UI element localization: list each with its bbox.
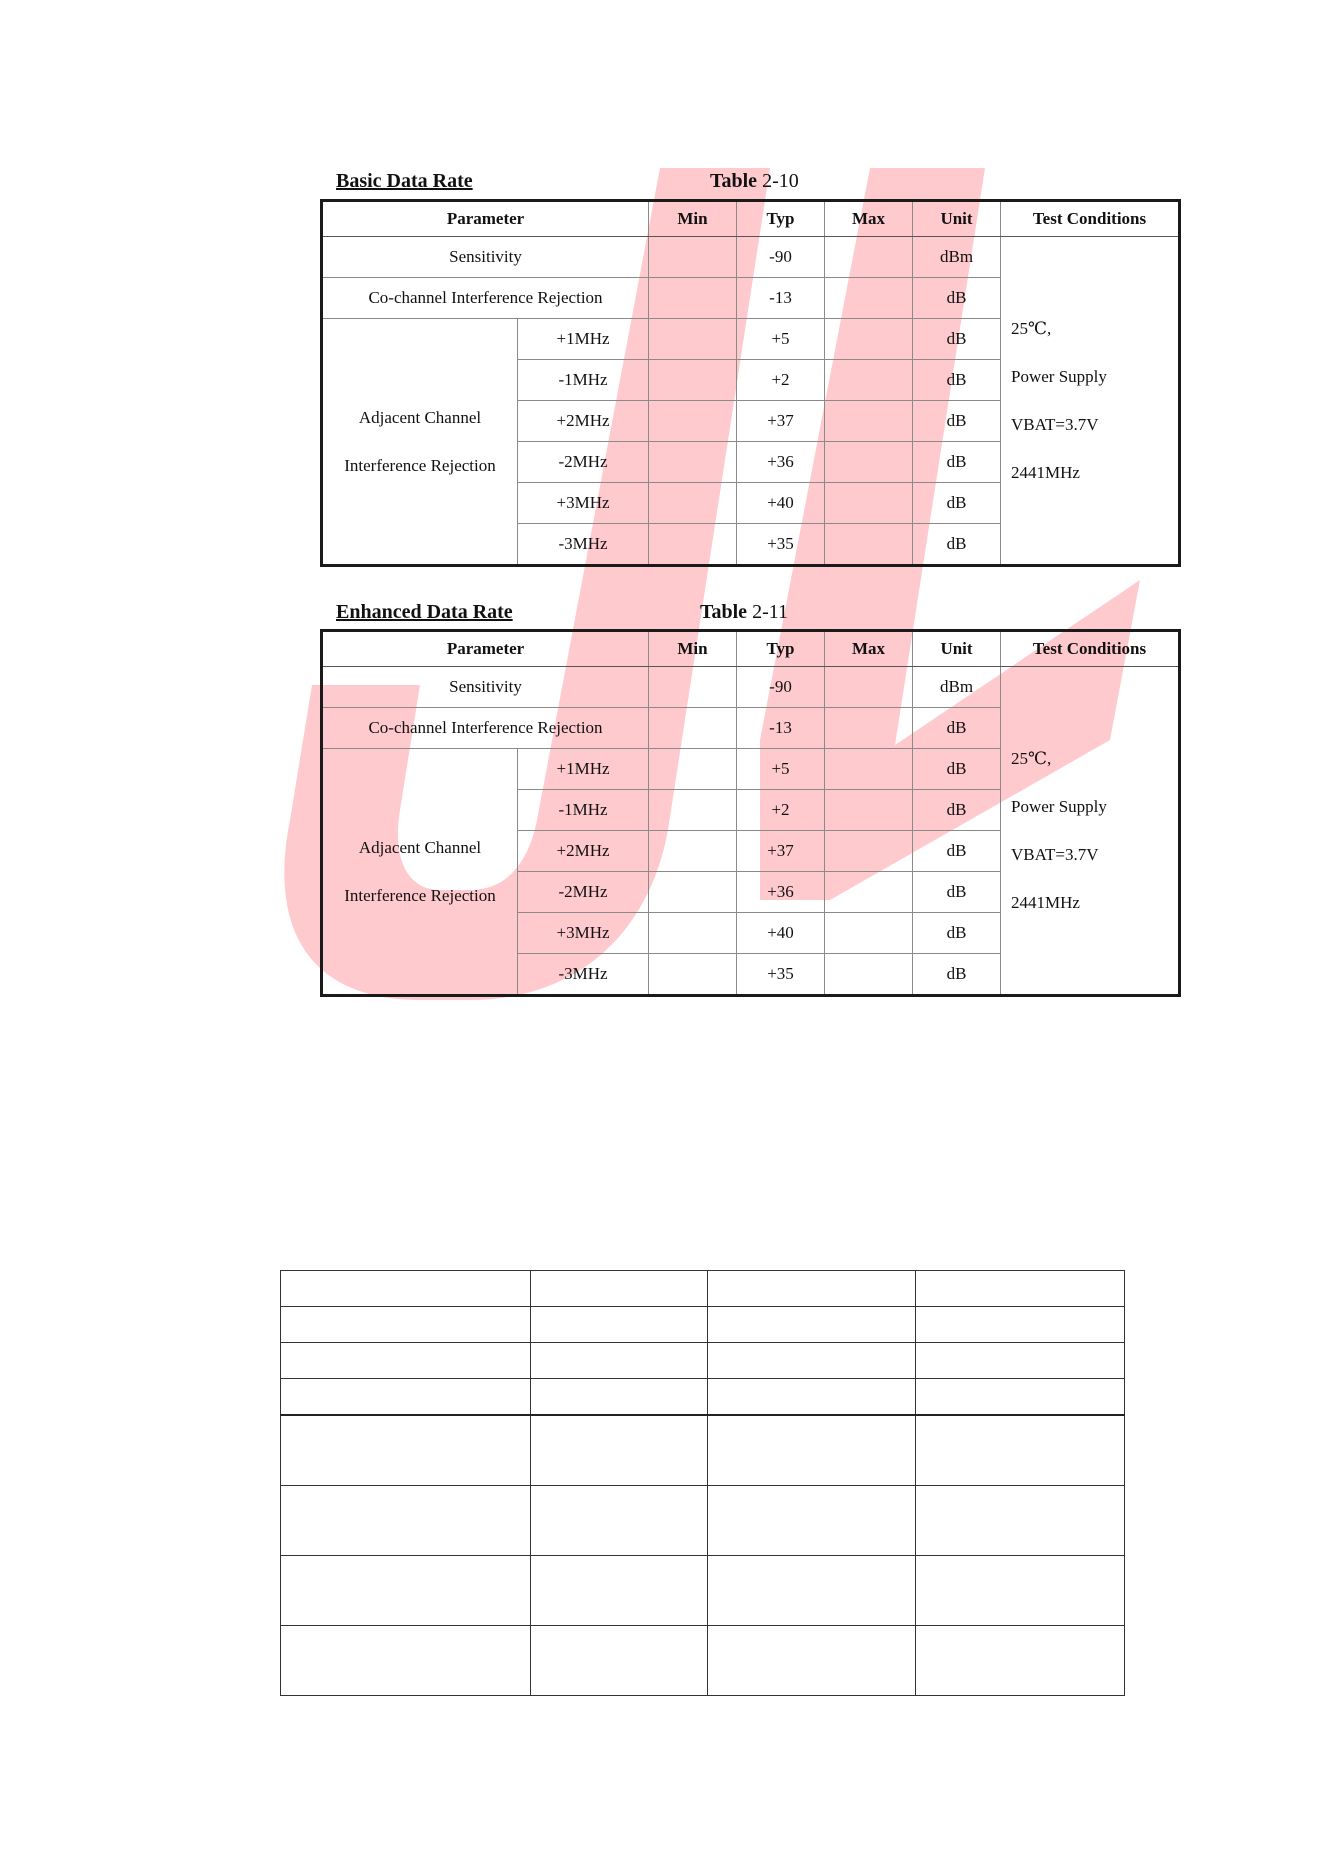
max-cell	[825, 524, 913, 566]
max-cell	[825, 278, 913, 319]
offset-cell: +2MHz	[518, 401, 649, 442]
typ-cell: -13	[737, 278, 825, 319]
max-cell	[825, 667, 913, 708]
max-cell	[825, 831, 913, 872]
adjacent-channel-label: Adjacent Channel Interference Rejection	[322, 319, 518, 566]
header-min: Min	[649, 631, 737, 667]
max-cell	[825, 790, 913, 831]
unit-cell: dB	[913, 790, 1001, 831]
max-cell	[825, 954, 913, 996]
min-cell	[649, 483, 737, 524]
typ-cell: -90	[737, 667, 825, 708]
min-cell	[649, 237, 737, 278]
typ-cell: +37	[737, 831, 825, 872]
typ-cell: +36	[737, 442, 825, 483]
table-number: Table 2-10	[710, 170, 799, 192]
table-row	[281, 1343, 1125, 1379]
offset-cell: -3MHz	[518, 524, 649, 566]
table-row	[322, 237, 1180, 278]
typ-cell: -13	[737, 708, 825, 749]
unit-cell: dB	[913, 319, 1001, 360]
typ-cell: +40	[737, 913, 825, 954]
header-test-conditions: Test Conditions	[1001, 631, 1180, 667]
header-row	[322, 201, 1180, 237]
offset-cell: +2MHz	[518, 831, 649, 872]
table-row	[322, 667, 1180, 708]
param-cell: Co-channel Interference Rejection	[322, 708, 649, 749]
min-cell	[649, 667, 737, 708]
min-cell	[649, 401, 737, 442]
min-cell	[649, 831, 737, 872]
max-cell	[825, 442, 913, 483]
header-max: Max	[825, 201, 913, 237]
basic-data-rate-table	[320, 199, 1181, 567]
typ-cell: +35	[737, 954, 825, 996]
offset-cell: +3MHz	[518, 483, 649, 524]
table-2-10-caption	[336, 170, 816, 200]
empty-grid-table	[280, 1270, 1125, 1696]
offset-cell: +1MHz	[518, 319, 649, 360]
table-row	[281, 1415, 1125, 1486]
unit-cell: dB	[913, 442, 1001, 483]
min-cell	[649, 708, 737, 749]
max-cell	[825, 749, 913, 790]
max-cell	[825, 401, 913, 442]
param-cell: Sensitivity	[322, 237, 649, 278]
unit-cell: dB	[913, 954, 1001, 996]
table-number: Table 2-11	[700, 601, 788, 623]
unit-cell: dB	[913, 831, 1001, 872]
min-cell	[649, 360, 737, 401]
min-cell	[649, 319, 737, 360]
offset-cell: -2MHz	[518, 442, 649, 483]
table-title: Basic Data Rate	[336, 170, 473, 192]
unit-cell: dB	[913, 278, 1001, 319]
table-row	[281, 1626, 1125, 1696]
header-row	[322, 631, 1180, 667]
offset-cell: +1MHz	[518, 749, 649, 790]
param-cell: Sensitivity	[322, 667, 649, 708]
table-row	[281, 1307, 1125, 1343]
test-conditions-cell: 25℃, Power Supply VBAT=3.7V 2441MHz	[1001, 667, 1180, 996]
min-cell	[649, 524, 737, 566]
unit-cell: dB	[913, 749, 1001, 790]
unit-cell: dB	[913, 872, 1001, 913]
typ-cell: -90	[737, 237, 825, 278]
min-cell	[649, 442, 737, 483]
header-min: Min	[649, 201, 737, 237]
header-parameter: Parameter	[322, 201, 649, 237]
typ-cell: +5	[737, 319, 825, 360]
max-cell	[825, 483, 913, 524]
unit-cell: dBm	[913, 667, 1001, 708]
min-cell	[649, 954, 737, 996]
min-cell	[649, 790, 737, 831]
table-row	[281, 1556, 1125, 1626]
min-cell	[649, 278, 737, 319]
unit-cell: dB	[913, 913, 1001, 954]
max-cell	[825, 872, 913, 913]
header-parameter: Parameter	[322, 631, 649, 667]
min-cell	[649, 749, 737, 790]
test-conditions-cell: 25℃, Power Supply VBAT=3.7V 2441MHz	[1001, 237, 1180, 566]
typ-cell: +35	[737, 524, 825, 566]
header-typ: Typ	[737, 631, 825, 667]
min-cell	[649, 913, 737, 954]
unit-cell: dB	[913, 401, 1001, 442]
adjacent-channel-label: Adjacent Channel Interference Rejection	[322, 749, 518, 996]
table-row	[281, 1379, 1125, 1416]
table-row	[281, 1271, 1125, 1307]
offset-cell: -2MHz	[518, 872, 649, 913]
table-title: Enhanced Data Rate	[336, 601, 513, 623]
typ-cell: +40	[737, 483, 825, 524]
header-test-conditions: Test Conditions	[1001, 201, 1180, 237]
unit-cell: dB	[913, 524, 1001, 566]
max-cell	[825, 708, 913, 749]
typ-cell: +36	[737, 872, 825, 913]
unit-cell: dB	[913, 360, 1001, 401]
header-max: Max	[825, 631, 913, 667]
table-2-11-caption	[336, 601, 816, 631]
max-cell	[825, 360, 913, 401]
max-cell	[825, 913, 913, 954]
typ-cell: +5	[737, 749, 825, 790]
max-cell	[825, 237, 913, 278]
typ-cell: +2	[737, 360, 825, 401]
enhanced-data-rate-table	[320, 629, 1181, 997]
table-row	[281, 1486, 1125, 1556]
header-unit: Unit	[913, 631, 1001, 667]
param-cell: Co-channel Interference Rejection	[322, 278, 649, 319]
max-cell	[825, 319, 913, 360]
unit-cell: dBm	[913, 237, 1001, 278]
offset-cell: -3MHz	[518, 954, 649, 996]
offset-cell: -1MHz	[518, 790, 649, 831]
offset-cell: +3MHz	[518, 913, 649, 954]
unit-cell: dB	[913, 708, 1001, 749]
offset-cell: -1MHz	[518, 360, 649, 401]
min-cell	[649, 872, 737, 913]
typ-cell: +2	[737, 790, 825, 831]
unit-cell: dB	[913, 483, 1001, 524]
typ-cell: +37	[737, 401, 825, 442]
header-typ: Typ	[737, 201, 825, 237]
header-unit: Unit	[913, 201, 1001, 237]
